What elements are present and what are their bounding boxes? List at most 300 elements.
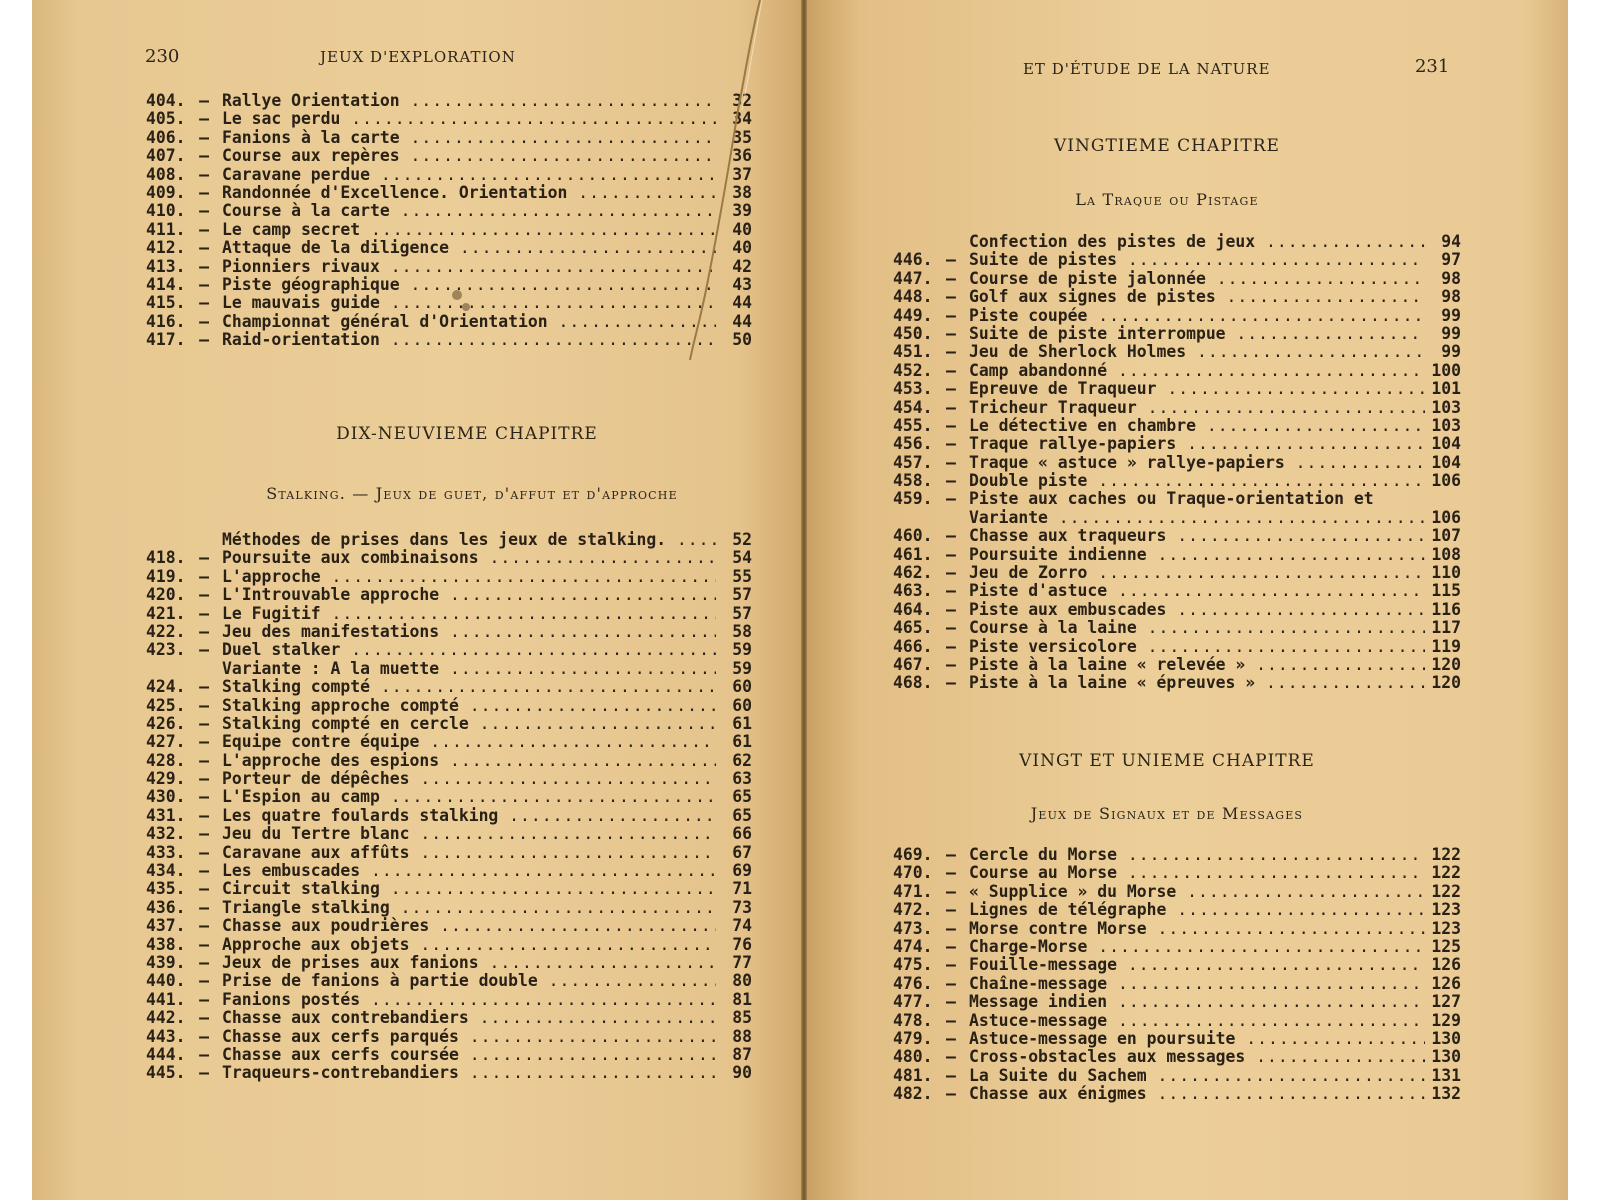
toc-entry [146, 623, 752, 641]
toc-entry [146, 917, 752, 935]
toc-list-stalking [146, 531, 752, 1083]
toc-entry-page: 50 [732, 330, 752, 350]
toc-entry-number: 410. [146, 201, 186, 221]
toc-entry-page: 38 [732, 182, 752, 202]
toc-entry-page: 131 [1431, 1065, 1461, 1085]
toc-entry [146, 531, 752, 549]
toc-entry-dash: — [946, 1010, 956, 1030]
toc-entry-title: Equipe contre équipe ..... [222, 733, 716, 751]
page-number-left: 230 [145, 46, 180, 67]
toc-entry [893, 343, 1461, 361]
toc-entry-page: 117 [1431, 618, 1461, 638]
toc-entry-title: Attaque de la diligence ..... [222, 239, 716, 257]
toc-entry-page: 116 [1431, 599, 1461, 619]
running-head-left: JEUX D'EXPLORATION [320, 48, 516, 66]
toc-entry-dash: — [199, 787, 209, 807]
toc-entry [893, 399, 1461, 417]
toc-entry [893, 601, 1461, 619]
toc-entry [146, 715, 752, 733]
toc-entry-page: 101 [1431, 379, 1461, 399]
toc-entry-page: 69 [732, 861, 752, 881]
toc-entry-page: 60 [732, 695, 752, 715]
toc-entry [893, 883, 1461, 901]
toc-entry-dash: — [199, 127, 209, 147]
toc-entry-title: Charge-Morse ..... [969, 938, 1425, 956]
toc-entry-number: 421. [146, 603, 186, 623]
toc-entry-number: 408. [146, 164, 186, 184]
toc-entry-page: 55 [732, 566, 752, 586]
toc-entry [893, 380, 1461, 398]
toc-entry-title: Piste aux caches ou Traque-orientation et [968, 490, 1374, 509]
toc-entry-dash: — [946, 1028, 956, 1048]
toc-entry-page: 122 [1431, 845, 1461, 864]
toc-entry-number: 460. [892, 526, 933, 546]
toc-entry [146, 202, 752, 220]
toc-entry-title: Astuce-message ..... [969, 1012, 1425, 1030]
toc-entry [146, 807, 752, 825]
toc-entry [893, 307, 1461, 325]
toc-entry-number: 413. [146, 256, 186, 276]
toc-entry-number: 409. [146, 182, 186, 202]
toc-entry [893, 454, 1461, 472]
toc-entry-title: Confection des pistes de jeux ..... [969, 233, 1425, 251]
toc-entry-title: Jeu des manifestations ..... [222, 623, 716, 641]
toc-entry-number: 469. [892, 845, 933, 864]
toc-entry-page: 52 [732, 530, 752, 549]
toc-entry-dash: — [946, 1065, 956, 1085]
toc-entry-dash: — [946, 973, 956, 993]
toc-entry [893, 956, 1461, 974]
toc-entry-dash: — [199, 91, 209, 110]
toc-entry-title: Suite de piste interrompue ..... [969, 325, 1425, 343]
toc-entry-page: 97 [1441, 250, 1461, 270]
toc-entry-number: 461. [892, 544, 933, 564]
toc-entry-title: Chaîne-message ..... [969, 975, 1425, 993]
toc-entry-number: 415. [146, 293, 186, 313]
toc-entry-title: Championnat général d'Orientation ..... [222, 313, 716, 331]
toc-entry-title: Cross-obstacles aux messages ..... [969, 1048, 1425, 1066]
toc-entry-title: Fanions postés ..... [222, 991, 716, 1009]
toc-entry-dash: — [199, 256, 209, 276]
toc-entry [146, 1028, 752, 1046]
toc-entry-page: 44 [732, 311, 752, 331]
toc-entry-page: 36 [732, 146, 752, 166]
toc-entry-title: Message indien ..... [969, 993, 1425, 1011]
toc-entry-number: 428. [146, 750, 186, 770]
toc-entry-title: Duel stalker ..... [222, 641, 716, 659]
toc-entry-number: 404. [146, 91, 186, 110]
toc-entry [893, 656, 1461, 674]
toc-entry-title: Piste aux embuscades ..... [969, 601, 1425, 619]
toc-entry [893, 564, 1461, 582]
toc-entry-dash: — [946, 360, 956, 380]
toc-entry-number: 470. [892, 863, 933, 883]
toc-entry [893, 546, 1461, 564]
toc-entry-title: Triangle stalking ..... [222, 899, 716, 917]
toc-entry-title: Traque rallye-papiers ..... [969, 435, 1425, 453]
toc-entry-title: Jeu de Sherlock Holmes ..... [969, 343, 1425, 361]
toc-entry-dash: — [946, 489, 956, 509]
toc-entry-title: Course au Morse ..... [969, 864, 1425, 882]
toc-entry-dash: — [946, 415, 956, 435]
chapter-title-19: DIX-NEUVIEME CHAPITRE [336, 424, 598, 444]
toc-entry-dash: — [946, 845, 956, 864]
toc-entry-page: 104 [1431, 452, 1461, 472]
toc-entry [146, 880, 752, 898]
toc-entry-page: 106 [1431, 471, 1461, 491]
toc-entry-title: Variante : A la muette ..... [222, 660, 716, 678]
toc-entry-page: 73 [732, 897, 752, 917]
toc-entry-page: 40 [732, 238, 752, 258]
toc-entry-title: Chasse aux cerfs parqués ..... [222, 1028, 716, 1046]
toc-entry-title: L'Introuvable approche ..... [222, 586, 716, 604]
toc-entry [893, 1067, 1461, 1085]
toc-entry-number: 471. [892, 881, 933, 901]
toc-entry [893, 362, 1461, 380]
toc-entry-page: 122 [1431, 863, 1461, 883]
toc-entry-number: 473. [892, 918, 933, 938]
toc-entry-title: Morse contre Morse ..... [969, 920, 1425, 938]
toc-entry-number: 436. [146, 897, 186, 917]
toc-entry [146, 605, 752, 623]
toc-entry-number: 445. [146, 1063, 186, 1083]
toc-entry [893, 619, 1461, 637]
toc-entry-dash: — [199, 1044, 209, 1064]
toc-entry-dash: — [946, 654, 956, 674]
toc-entry-title: Chasse aux contrebandiers ..... [222, 1009, 716, 1027]
toc-entry-number: 443. [146, 1026, 186, 1046]
toc-entry-page: 39 [732, 201, 752, 221]
toc-entry-page: 107 [1431, 526, 1461, 546]
toc-entry-title: Chasse aux cerfs coursée ..... [222, 1046, 716, 1064]
toc-list-signals [893, 846, 1461, 1103]
toc-entry-title: Golf aux signes de pistes ..... [969, 288, 1425, 306]
toc-entry-page: 67 [732, 842, 752, 862]
toc-entry-dash: — [199, 934, 209, 954]
toc-entry [146, 954, 752, 972]
toc-entry-title: Le camp secret ..... [222, 221, 716, 239]
toc-entry-dash: — [199, 311, 209, 331]
toc-entry-title: Le sac perdu ..... [222, 110, 716, 128]
toc-entry [893, 490, 1461, 508]
toc-entry-dash: — [199, 805, 209, 825]
toc-entry-page: 76 [732, 934, 752, 954]
toc-entry-title: Jeux de prises aux fanions ..... [222, 954, 716, 972]
toc-entry-dash: — [946, 268, 956, 288]
toc-entry-page: 85 [732, 1008, 752, 1028]
toc-entry-dash: — [199, 603, 209, 623]
toc-entry-title: Prise de fanions à partie double ..... [222, 972, 716, 990]
toc-entry-page: 32 [732, 91, 752, 110]
toc-entry-dash: — [946, 581, 956, 601]
toc-entry-page: 88 [732, 1026, 752, 1046]
toc-entry [146, 641, 752, 659]
toc-entry-dash: — [946, 992, 956, 1012]
toc-entry [893, 1012, 1461, 1030]
toc-entry-dash: — [199, 824, 209, 844]
toc-entry [146, 1064, 752, 1082]
toc-entry-page: 81 [732, 989, 752, 1009]
toc-entry-page: 65 [732, 805, 752, 825]
toc-entry [893, 270, 1461, 288]
right-page [807, 0, 1568, 1200]
toc-entry-dash: — [946, 918, 956, 938]
toc-entry-title: Piste à la laine « relevée » ..... [969, 656, 1425, 674]
toc-entry-number: 411. [146, 219, 186, 239]
toc-entry-number: 450. [892, 323, 933, 343]
toc-entry-dash: — [946, 900, 956, 920]
toc-entry-page: 98 [1441, 268, 1461, 288]
toc-entry-number: 480. [892, 1047, 933, 1067]
toc-entry-page: 34 [732, 109, 752, 129]
toc-entry-dash: — [946, 863, 956, 883]
toc-entry-title: Le détective en chambre ..... [969, 417, 1425, 435]
toc-entry-page: 108 [1431, 544, 1461, 564]
toc-entry-page: 59 [732, 640, 752, 660]
toc-entry-page: 126 [1431, 973, 1461, 993]
toc-entry-dash: — [199, 640, 209, 660]
toc-entry-dash: — [199, 677, 209, 697]
toc-entry-number: 423. [146, 640, 186, 660]
toc-entry-page: 35 [732, 127, 752, 147]
toc-entry-title: L'approche ..... [222, 568, 716, 586]
toc-entry-dash: — [946, 618, 956, 638]
toc-entry-number: 474. [892, 936, 933, 956]
toc-entry-title: Poursuite aux combinaisons ..... [222, 549, 716, 567]
toc-entry-page: 63 [732, 769, 752, 789]
toc-list-tracking [893, 233, 1461, 693]
toc-entry-dash: — [199, 238, 209, 258]
toc-entry-title: Porteur de dépêches ..... [222, 770, 716, 788]
toc-entry-number: 482. [892, 1084, 933, 1104]
toc-entry-title: Stalking compté ..... [222, 678, 716, 696]
toc-entry [146, 1009, 752, 1027]
toc-entry-page: 99 [1441, 342, 1461, 362]
toc-entry-number: 464. [892, 599, 933, 619]
toc-entry [146, 991, 752, 1009]
toc-entry [146, 110, 752, 128]
toc-entry-title: Approche aux objets ..... [222, 936, 716, 954]
toc-entry-dash: — [946, 544, 956, 564]
left-page [32, 0, 801, 1200]
toc-entry-page: 126 [1431, 955, 1461, 975]
toc-entry-page: 62 [732, 750, 752, 770]
toc-entry-page: 130 [1431, 1047, 1461, 1067]
chapter-subtitle-21: Jeux de Signaux et de Messages [1030, 804, 1304, 823]
toc-entry [146, 166, 752, 184]
toc-entry-title: Piste versicolore ..... [969, 638, 1425, 656]
toc-entry [893, 509, 1461, 527]
toc-entry-title: Course aux repères ..... [222, 147, 716, 165]
toc-entry-title: Poursuite indienne ..... [969, 546, 1425, 564]
toc-entry-title: Fouille-message ..... [969, 956, 1425, 974]
toc-entry-page: 66 [732, 824, 752, 844]
toc-entry [893, 325, 1461, 343]
toc-entry-dash: — [199, 182, 209, 202]
toc-entry-title: La Suite du Sachem ..... [969, 1067, 1425, 1085]
toc-entry-page: 127 [1431, 992, 1461, 1012]
toc-entry-title: Chasse aux traqueurs ..... [969, 527, 1425, 545]
toc-entry-title: Piste à la laine « épreuves » ..... [969, 674, 1425, 692]
toc-entry-title: Méthodes de prises dans les jeux de stalking. ..... [222, 531, 716, 549]
toc-entry-page: 115 [1431, 581, 1461, 601]
toc-entry-title: « Supplice » du Morse ..... [969, 883, 1425, 901]
toc-entry [146, 239, 752, 257]
toc-entry-dash: — [946, 936, 956, 956]
toc-entry-number: 432. [146, 824, 186, 844]
toc-entry-number: 479. [892, 1028, 933, 1048]
toc-entry [893, 920, 1461, 938]
toc-entry-title: Variante ..... [969, 509, 1425, 527]
toc-entry-page: 110 [1431, 563, 1461, 583]
toc-entry-number: 419. [146, 566, 186, 586]
toc-entry-number: 437. [146, 916, 186, 936]
toc-entry-number: 424. [146, 677, 186, 697]
toc-entry-page: 123 [1431, 918, 1461, 938]
toc-entry-number: 463. [892, 581, 933, 601]
toc-entry-number: 467. [892, 654, 933, 674]
toc-entry [893, 993, 1461, 1011]
toc-entry-number: 481. [892, 1065, 933, 1085]
toc-entry-number: 476. [892, 973, 933, 993]
toc-entry-page: 37 [732, 164, 752, 184]
toc-entry [146, 697, 752, 715]
toc-entry-number: 442. [146, 1008, 186, 1028]
toc-entry-dash: — [199, 695, 209, 715]
toc-entry-dash: — [946, 1084, 956, 1104]
toc-entry-number: 414. [146, 274, 186, 294]
toc-entry [893, 975, 1461, 993]
toc-entry-number: 434. [146, 861, 186, 881]
toc-entry-number: 466. [892, 636, 933, 656]
toc-entry-dash: — [199, 293, 209, 313]
toc-entry-number: 416. [146, 311, 186, 331]
toc-entry-page: 94 [1441, 232, 1461, 251]
toc-entry-dash: — [199, 1063, 209, 1083]
toc-entry-page: 65 [732, 787, 752, 807]
toc-entry-page: 130 [1431, 1028, 1461, 1048]
toc-entry-number: 417. [146, 330, 186, 350]
toc-entry-dash: — [946, 323, 956, 343]
toc-entry-number: 426. [146, 713, 186, 733]
toc-entry-title: L'Espion au camp ..... [222, 788, 716, 806]
toc-entry-title: Piste coupée ..... [969, 307, 1425, 325]
toc-entry-page: 120 [1431, 673, 1461, 693]
toc-entry-number: 465. [892, 618, 933, 638]
toc-entry-number: 439. [146, 952, 186, 972]
toc-entry [146, 936, 752, 954]
toc-entry-number: 418. [146, 548, 186, 568]
toc-entry-dash: — [199, 548, 209, 568]
toc-entry-dash: — [946, 250, 956, 270]
toc-entry-dash: — [199, 732, 209, 752]
toc-entry [893, 435, 1461, 453]
toc-entry-dash: — [946, 563, 956, 583]
chapter-title-21: VINGT ET UNIEME CHAPITRE [1019, 751, 1315, 771]
toc-entry-title: L'approche des espions ..... [222, 752, 716, 770]
toc-entry [146, 678, 752, 696]
toc-entry-dash: — [946, 636, 956, 656]
toc-entry-title: Piste d'astuce ..... [969, 582, 1425, 600]
toc-entry-title: Les quatre foulards stalking ..... [222, 807, 716, 825]
toc-entry [893, 1030, 1461, 1048]
toc-entry-page: 98 [1441, 287, 1461, 307]
toc-entry-dash: — [199, 971, 209, 991]
toc-entry-title: Double piste ..... [969, 472, 1425, 490]
toc-entry-number: 438. [146, 934, 186, 954]
toc-entry-number: 453. [892, 379, 933, 399]
toc-entry-number: 472. [892, 900, 933, 920]
toc-entry [893, 846, 1461, 864]
toc-entry-page: 61 [732, 732, 752, 752]
toc-entry-page: 90 [732, 1063, 752, 1083]
toc-entry-page: 120 [1431, 654, 1461, 674]
toc-entry-number: 477. [892, 992, 933, 1012]
toc-entry-page: 99 [1441, 323, 1461, 343]
ink-spot [452, 290, 462, 300]
toc-entry-number: 451. [892, 342, 933, 362]
toc-entry-page: 40 [732, 219, 752, 239]
toc-entry [146, 972, 752, 990]
toc-entry-page: 44 [732, 293, 752, 313]
toc-entry-page: 106 [1431, 507, 1461, 527]
toc-entry-dash: — [199, 109, 209, 129]
toc-entry-dash: — [199, 952, 209, 972]
toc-entry-title: Cercle du Morse ..... [969, 846, 1425, 864]
toc-entry [893, 417, 1461, 435]
toc-entry-number: 456. [892, 434, 933, 454]
toc-entry-dash: — [199, 879, 209, 899]
toc-entry-page: 54 [732, 548, 752, 568]
toc-entry [146, 862, 752, 880]
toc-entry [146, 1046, 752, 1064]
toc-entry-page: 99 [1441, 305, 1461, 325]
toc-entry-number: 430. [146, 787, 186, 807]
toc-entry-number: 431. [146, 805, 186, 825]
toc-entry-title: Stalking compté en cercle ..... [222, 715, 716, 733]
toc-entry-number: 407. [146, 146, 186, 166]
toc-entry-dash: — [199, 842, 209, 862]
toc-entry-title: Caravane aux affûts ..... [222, 844, 716, 862]
toc-entry [146, 568, 752, 586]
toc-entry-number: 429. [146, 769, 186, 789]
toc-entry-number: 448. [892, 287, 933, 307]
toc-entry-number: 444. [146, 1044, 186, 1064]
toc-entry-page: 129 [1431, 1010, 1461, 1030]
toc-entry [146, 258, 752, 276]
toc-entry-dash: — [946, 1047, 956, 1067]
toc-entry [146, 586, 752, 604]
toc-entry [146, 733, 752, 751]
toc-entry-dash: — [946, 342, 956, 362]
toc-list-exploration [146, 92, 752, 349]
toc-entry-number: 427. [146, 732, 186, 752]
toc-entry-dash: — [199, 1008, 209, 1028]
toc-entry-page: 58 [732, 621, 752, 641]
toc-entry-title: Chasse aux énigmes ..... [969, 1085, 1425, 1103]
toc-entry-page: 59 [732, 658, 752, 678]
toc-entry [146, 276, 752, 294]
toc-entry [893, 674, 1461, 692]
toc-entry-title: Chasse aux poudrières ..... [222, 917, 716, 935]
toc-entry-page: 125 [1431, 936, 1461, 956]
toc-entry-dash: — [946, 526, 956, 546]
toc-entry [146, 221, 752, 239]
toc-entry-number: 422. [146, 621, 186, 641]
toc-entry-page: 123 [1431, 900, 1461, 920]
toc-entry [146, 788, 752, 806]
toc-entry-number: 440. [146, 971, 186, 991]
